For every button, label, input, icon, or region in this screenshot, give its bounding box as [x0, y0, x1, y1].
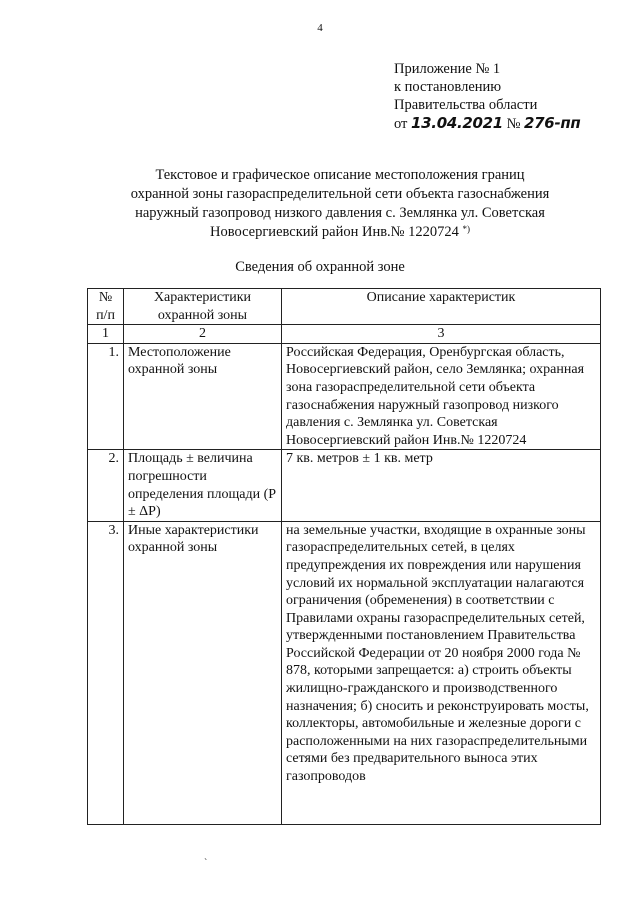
date-prefix: от — [394, 116, 408, 132]
column-number-3: 3 — [282, 325, 601, 344]
table-row — [88, 450, 601, 521]
row-description: 7 кв. метров ± 1 кв. метр — [282, 450, 601, 521]
stray-mark: ` — [204, 858, 208, 869]
section-subtitle: Сведения об охранной зоне — [235, 259, 405, 275]
column-number-1: 1 — [88, 325, 124, 344]
row-characteristic: Иные характеристики охранной зоны — [124, 521, 282, 824]
handwritten-date: 13.04.2021 — [411, 114, 503, 132]
appendix-block — [394, 60, 581, 133]
appendix-line-3: Правительства области — [394, 97, 538, 113]
appendix-line-1: Приложение № 1 — [394, 61, 501, 77]
table-row — [88, 343, 601, 450]
handwritten-number: 276-пп — [524, 114, 581, 132]
row-characteristic: Местоположение охранной зоны — [124, 343, 282, 450]
title-line-2: охранной зоны газораспределительной сети объекта газоснабжения — [130, 186, 550, 202]
title-line-4 — [60, 223, 620, 242]
table-header-row — [88, 289, 601, 325]
row-number: 1. — [88, 343, 124, 450]
title-line-4-text: Новосергиевский район Инв.№ 1220724 — [209, 224, 459, 240]
appendix-date-line — [394, 114, 581, 133]
header-characteristics: Характеристики охранной зоны — [124, 289, 282, 325]
title-line-3: наружный газопровод низкого давления с. Землянка ул. Советская — [135, 205, 545, 221]
row-characteristic: Площадь ± величина погрешности определения площади (Р ± ΔР) — [124, 450, 282, 521]
column-number-2: 2 — [124, 325, 282, 344]
footnote-mark: *) — [462, 224, 471, 234]
document-title — [60, 166, 620, 242]
page-number: 4 — [317, 22, 323, 34]
table-row — [88, 521, 601, 824]
row-description: Российская Федерация, Оренбургская область, Новосергиевский район, село Землянка; охранная зона газораспределительной сети объекта газоснабжения наружный газопровод низкого давления с. Землянка ул. Советская Новосергиевский район Инв.№ 1220724 — [282, 343, 601, 450]
header-description: Описание характеристик — [282, 289, 601, 325]
row-description: на земельные участки, входящие в охранные зоны газораспределительных сетей, в целях предупреждения их повреждения или нарушения условий их нормальной эксплуатации налагаются ограничения (обременения) в соответствии с Правилами охраны газораспределительных сетей, утвержденными постановлением Правительства Российской Федерации от 20 ноября 2000 года № 878, которыми запрещается: а) строить объекты жилищно-гражданского и производственного назначения; б) сносить и реконструировать мосты, коллекторы, автомобильные и железные дороги с расположенными на них газораспределительными сетями без предварительного выноса этих газопроводов — [282, 521, 601, 824]
number-prefix: № — [506, 116, 521, 132]
title-line-1: Текстовое и графическое описание местоположения границ — [155, 167, 525, 183]
row-number: 3. — [88, 521, 124, 824]
row-number: 2. — [88, 450, 124, 521]
header-number: № п/п — [88, 289, 124, 325]
appendix-line-2: к постановлению — [394, 79, 502, 95]
column-numbers-row — [88, 325, 601, 344]
protection-zone-table — [87, 288, 601, 825]
